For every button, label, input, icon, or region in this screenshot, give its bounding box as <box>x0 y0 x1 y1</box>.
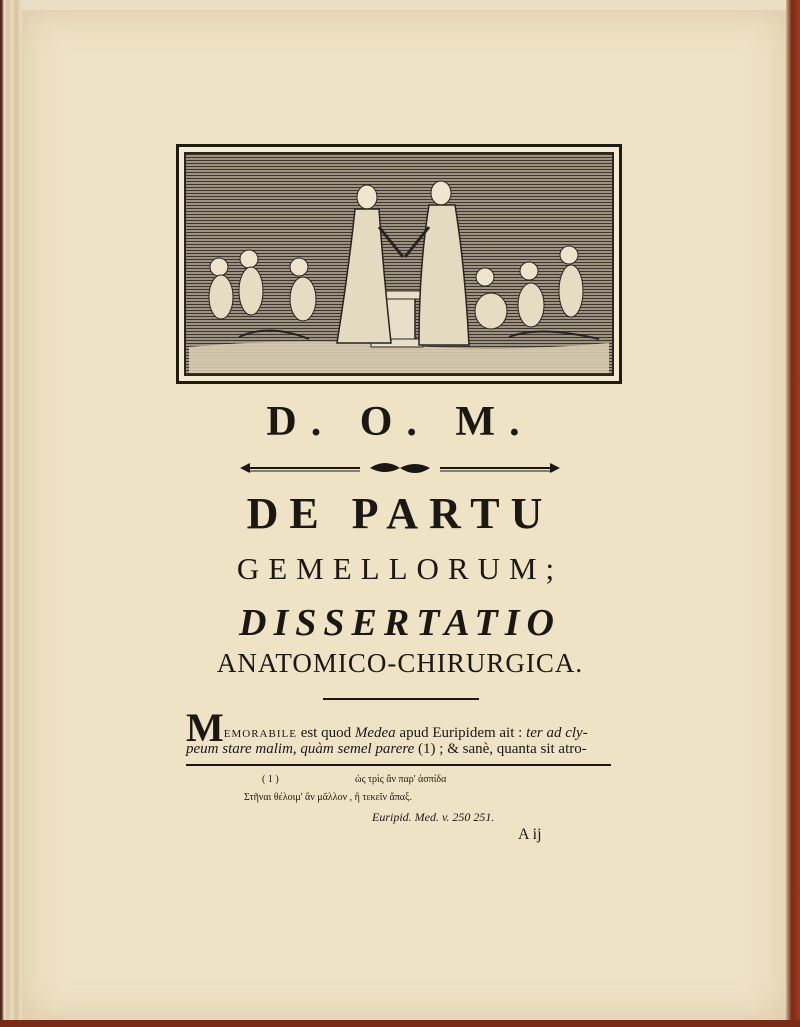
body-text-1a: est quod <box>296 725 355 741</box>
footnote-greek-2: Στῆναι θέλοιμ' ἂν μᾶλλον , ἢ τεκεῖν ἅπαξ. <box>244 792 412 803</box>
footnote-citation: Euripid. Med. v. 250 251. <box>372 810 495 824</box>
body-line-2 <box>186 741 611 758</box>
title-line-4: ANATOMICO-CHIRURGICA. <box>216 648 584 678</box>
body-text-2a: peum stare malim, quàm semel parere <box>186 741 415 757</box>
drop-cap: M <box>186 705 224 750</box>
page-signature: A ij <box>518 826 542 843</box>
footnote-greek-1: ὡς τρὶς ἂν παρ' ἀσπίδα <box>355 774 447 785</box>
small-caps-word: EMORABILE <box>223 728 297 740</box>
engraving-vignette <box>176 144 622 384</box>
dom-heading: D. O. M. <box>266 399 534 445</box>
body-text-2b: (1) ; & sanè, quanta sit atro- <box>414 741 587 757</box>
title-line-1: DE PARTU <box>246 489 554 538</box>
footnote-divider <box>186 764 611 766</box>
engraving-figures <box>179 147 619 381</box>
title-line-3: DISSERTATIO <box>239 602 561 644</box>
footnote-marker: ( 1 ) <box>262 774 279 785</box>
divider-short <box>323 698 479 700</box>
title-line-2: GEMELLORUM; <box>236 551 564 586</box>
book-edge-bottom <box>0 1020 800 1027</box>
ornament-rule-icon <box>240 458 560 478</box>
body-text-1d: ter ad cly- <box>526 725 588 741</box>
body-text-1c: apud Euripidem ait : <box>395 725 527 741</box>
body-text-1b: Medea <box>354 725 396 741</box>
